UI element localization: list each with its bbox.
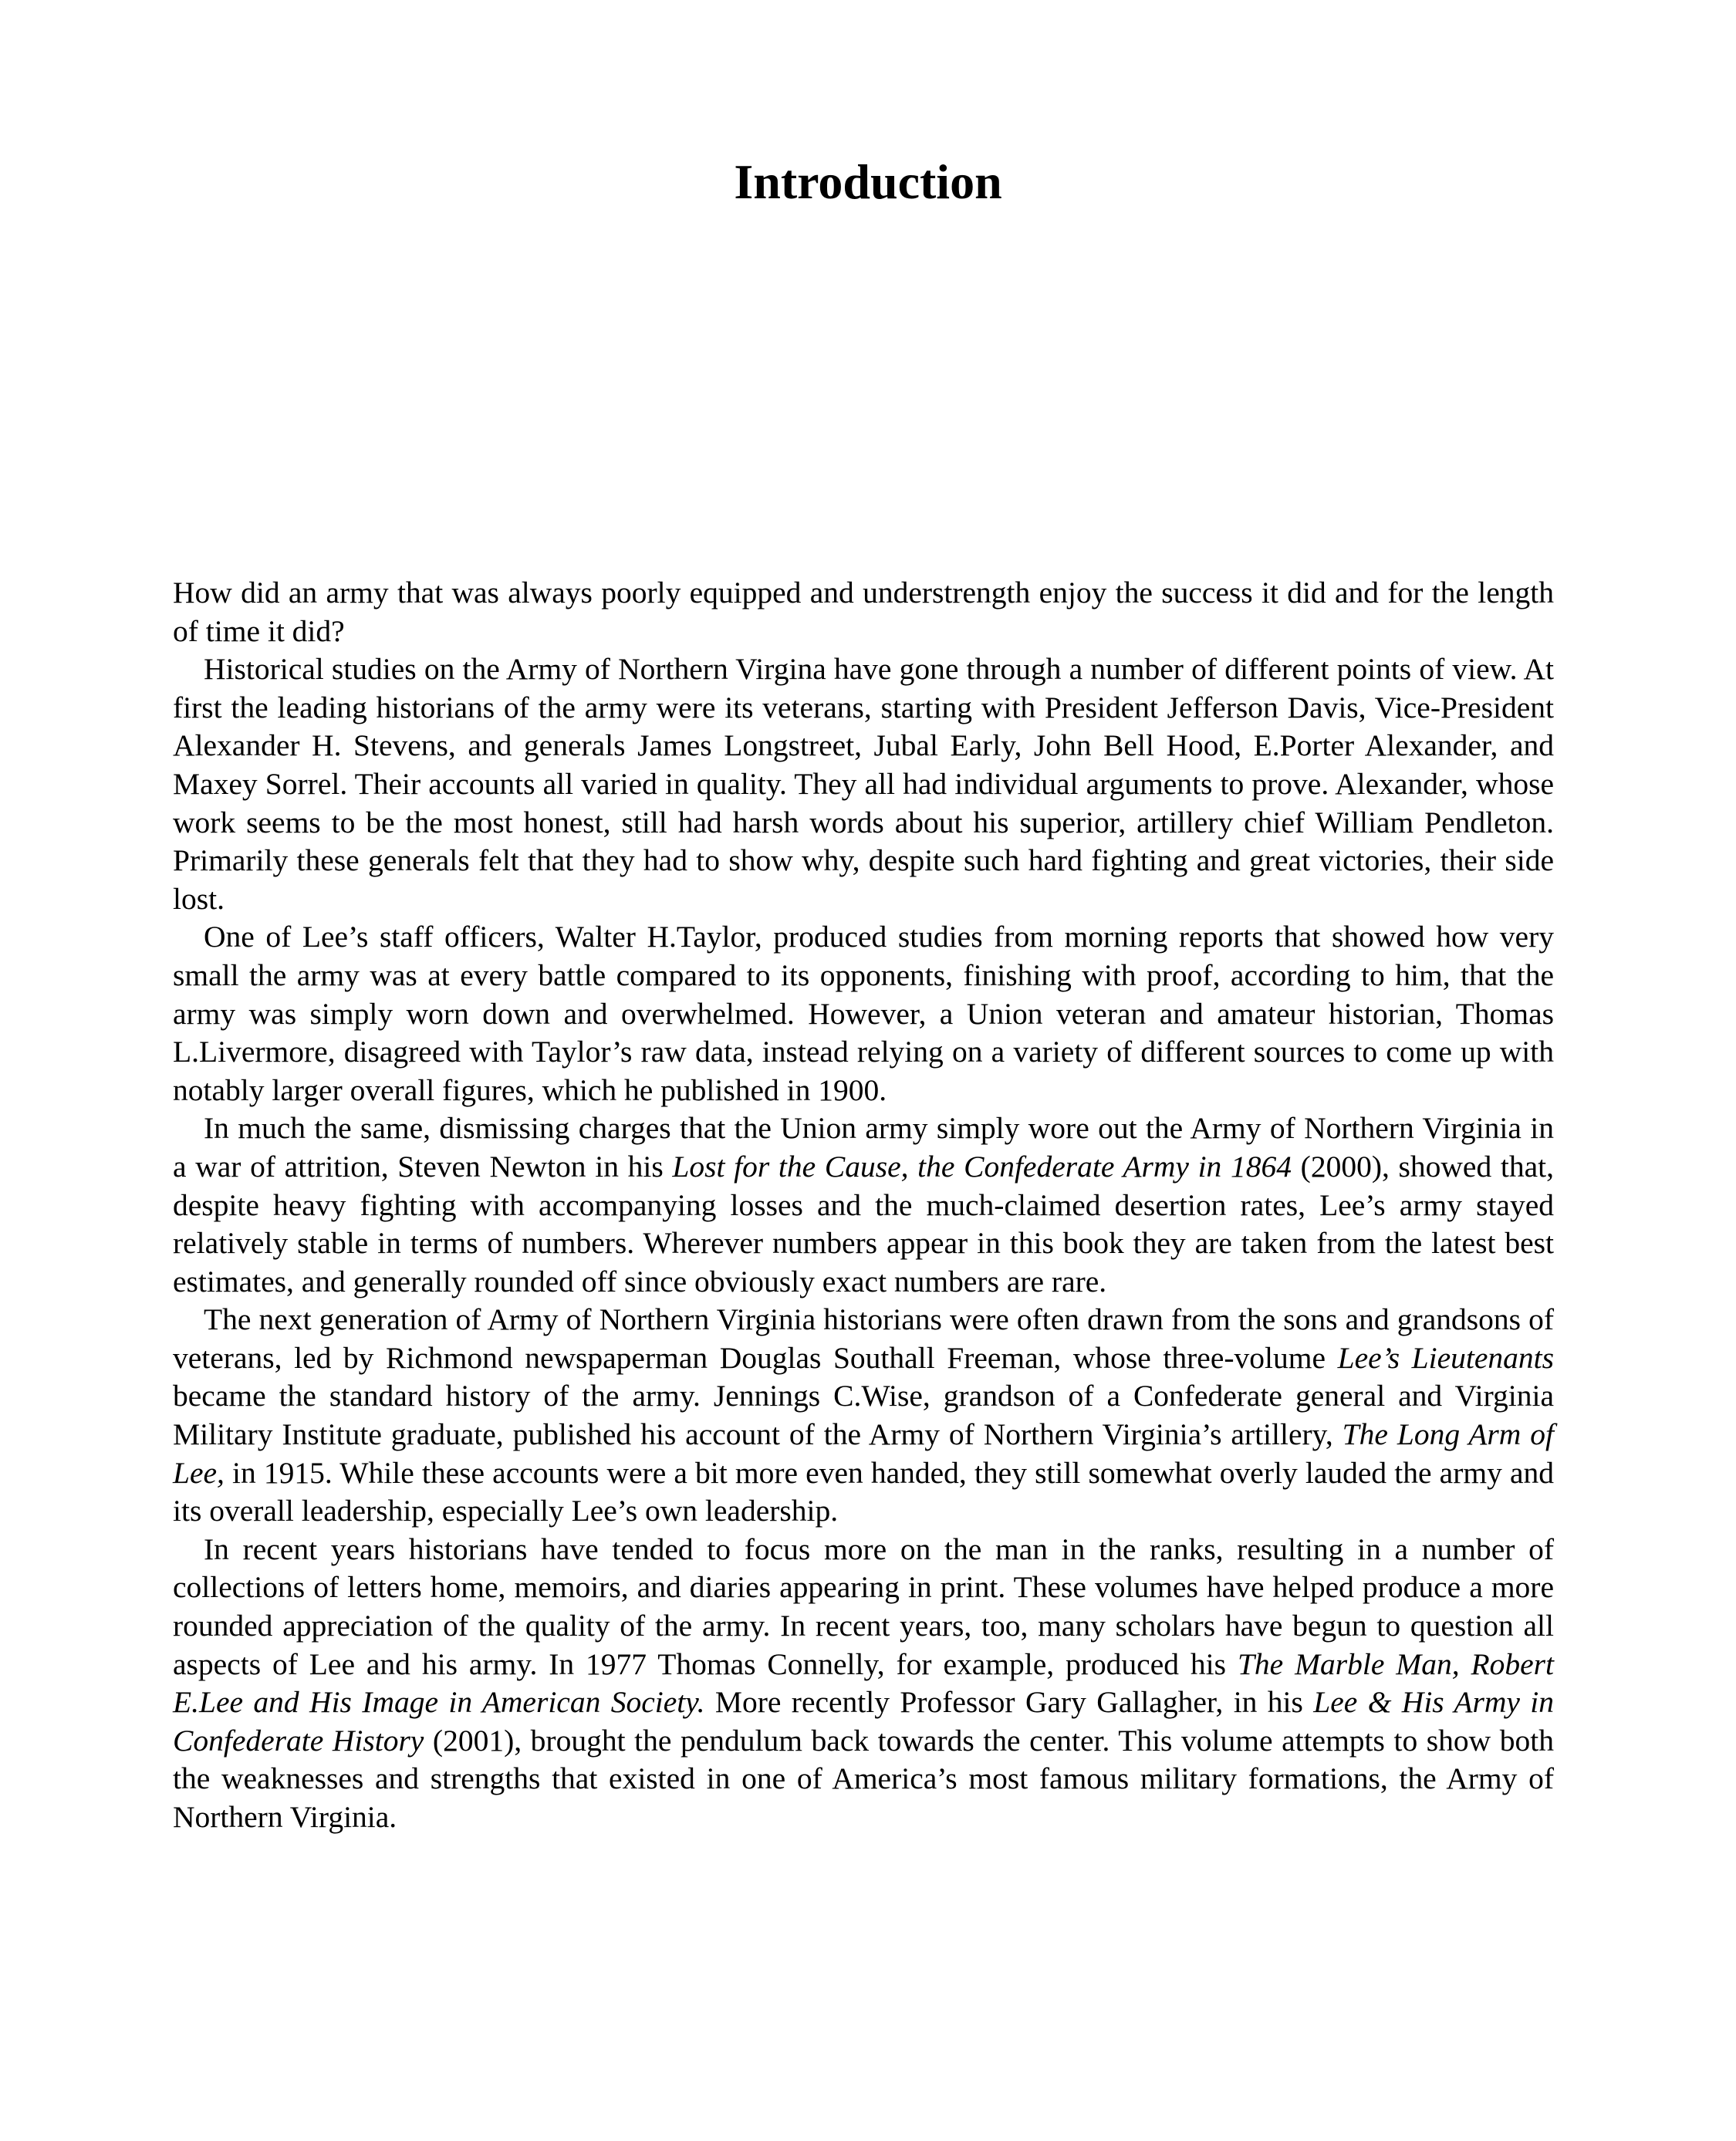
paragraph-text: (2000), showed that, despite heavy fighting with accompanying losses and the much-claimed desertion rates, Lee’s army stayed relatively stable in terms of numbers. Wherever numbers appear in this book they are taken from the latest best estimates, and generally rounded off since obviously exact numbers are rare. <box>173 1149 1554 1298</box>
paragraph-5 <box>173 1301 1554 1531</box>
paragraph-text: Historical studies on the Army of Northern Virgina have gone through a number of different points of view. At first the leading historians of the army were its veterans, starting with President Jefferson Davis, Vice-President Alexander H. Stevens, and generals James Longstreet, Jubal Early, John Bell Hood, E.Porter Alexander, and Maxey Sorrel. Their accounts all varied in quality. They all had individual arguments to prove. Alexander, whose work seems to be the most honest, still had harsh words about his superior, artillery chief William Pendleton. Primarily these generals felt that they had to show why, despite such hard fighting and great victories, their side lost. <box>173 652 1554 916</box>
paragraph-text: One of Lee’s staff officers, Walter H.Taylor, produced studies from morning reports that showed how very small the army was at every battle compared to its opponents, finishing with proof, according to him, that the army was simply worn down and overwhelmed. However, a Union veteran and amateur historian, Thomas L.Livermore, disagreed with Taylor’s raw data, instead relying on a variety of different sources to come up with notably larger overall figures, which he published in 1900. <box>173 920 1554 1107</box>
paragraph-2 <box>173 650 1554 918</box>
paragraph-text: in 1915. While these accounts were a bit more even handed, they still somewhat overly lauded the army and its overall leadership, especially Lee’s own leadership. <box>173 1455 1554 1528</box>
book-title-italic: Lost for the Cause, the Confederate Army in 1864 <box>672 1149 1292 1184</box>
paragraph-1 <box>173 574 1554 650</box>
paragraph-text: became the standard history of the army. Jennings C.Wise, grandson of a Confederate general and Virginia Military Institute graduate, published his account of the Army of Northern Virginia’s artillery, <box>173 1379 1554 1452</box>
paragraph-text: More recently Professor Gary Gallagher, in his <box>704 1685 1314 1720</box>
paragraph-3 <box>173 918 1554 1109</box>
paragraph-4 <box>173 1109 1554 1301</box>
book-title-italic: Lee & His Army in Confederate History <box>173 1685 1554 1758</box>
paragraph-text: In much the same, dismissing charges that the Union army simply wore out the Army of Northern Virginia in a war of attrition, Steven Newton in his <box>173 1111 1554 1184</box>
paragraph-text: In recent years historians have tended to focus more on the man in the ranks, resulting in a number of collections of letters home, memoirs, and diaries appearing in print. These volumes have helped produce a more rounded appreciation of the quality of the army. In recent years, too, many scholars have begun to question all aspects of Lee and his army. In 1977 Thomas Connelly, for example, produced his <box>173 1531 1554 1681</box>
paragraph-text: How did an army that was always poorly equipped and understrength enjoy the success it did and for the length of time it did? <box>173 576 1554 648</box>
paragraph-text: (2001), brought the pendulum back towards the center. This volume attempts to show both the weaknesses and strengths that existed in one of America’s most famous military formations, the Army of Northern Virginia. <box>173 1723 1554 1834</box>
body-text <box>173 574 1554 1837</box>
book-title-italic: The Long Arm of Lee, <box>173 1417 1554 1490</box>
paragraph-6 <box>173 1531 1554 1837</box>
book-title-italic: Lee’s Lieutenants <box>1337 1340 1555 1375</box>
paragraph-text: The next generation of Army of Northern Virginia historians were often drawn from the sons and grandsons of veterans, led by Richmond newspaperman Douglas Southall Freeman, whose three-volume <box>173 1302 1554 1375</box>
page-title: Introduction <box>734 154 1002 209</box>
book-title-italic: The Marble Man, Robert E.Lee and His Image in American Society. <box>173 1646 1554 1720</box>
